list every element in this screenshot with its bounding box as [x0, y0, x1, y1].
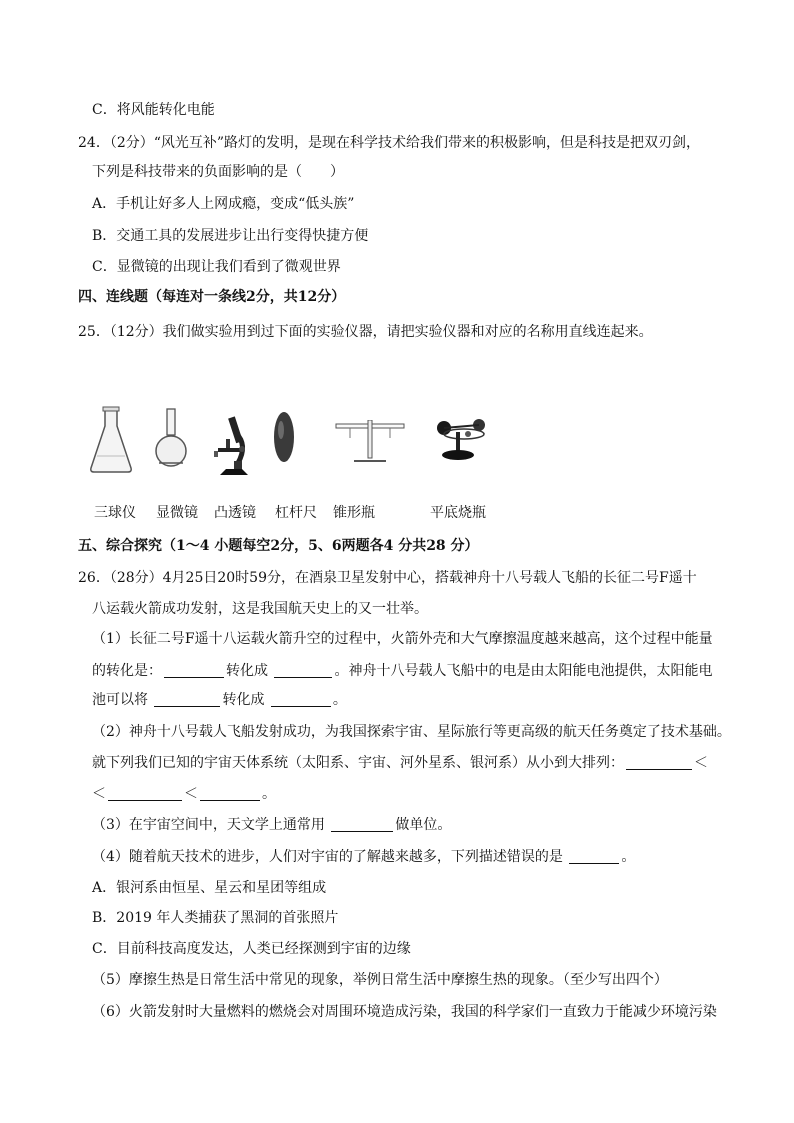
q26-part2-line1: （2）神舟十八号载人飞船发射成功，为我国探索宇宙、星际旅行等更高级的航天任务奠定了技术基础。 — [92, 724, 731, 740]
label-microscope: 显微镜 — [156, 505, 198, 521]
q26-part1-line2-text-a: 的转化是： — [92, 663, 162, 679]
q26-part3 — [92, 815, 451, 835]
q26-stem-line1: 26．（28分）4月25日20时59分，在酒泉卫星发射中心，搭载神舟十八号载人飞船的长征二号F遥十 — [78, 570, 697, 586]
q26-part2-line3-text-a: ＜ — [92, 786, 106, 802]
answer-blank-9[interactable] — [569, 849, 619, 864]
q26-part4-text-b: 。 — [621, 849, 636, 865]
section-5-title: 五、综合探究（1～4 小题每空2分，5、6两题各4 分共28 分） — [78, 538, 479, 554]
label-orrery: 三球仪 — [94, 505, 136, 521]
q26-part3-text-b: 做单位。 — [395, 817, 452, 833]
conical-flask-image — [88, 406, 134, 474]
q24-stem-line2: 下列是科技带来的负面影响的是（ ） — [92, 164, 344, 180]
q26-part4-text-a: （4）随着航天技术的进步，人们对宇宙的了解越来越多，下列描述错误的是 — [92, 849, 563, 865]
q26-part2-line3 — [92, 784, 276, 804]
q26-part1-line3-text-c: 。 — [332, 692, 347, 708]
q26-part6: （6）火箭发射时大量燃料的燃烧会对周围环境造成污染，我国的科学家们一直致力于能减少环境污染 — [92, 1004, 717, 1020]
answer-blank-8[interactable] — [331, 817, 393, 832]
q26-part2-line2 — [92, 753, 708, 773]
q23-option-c: C．将风能转化电能 — [92, 102, 215, 118]
q26-part3-text-a: （3）在宇宙空间中，天文学上通常用 — [92, 817, 325, 833]
q24-stem-line1: 24．（2分）“风光互补”路灯的发明，是现在科学技术给我们带来的积极影响，但是科技是把双刃剑， — [78, 135, 701, 151]
q26-part1-line2 — [92, 661, 712, 681]
q24-option-c: C．显微镜的出现让我们看到了微观世界 — [92, 259, 341, 275]
q26-part1-line2-text-c: 。神舟十八号载人飞船中的电是由太阳能电池提供，太阳能电 — [334, 663, 713, 679]
q26-part2-line3-text-b: ＜ — [184, 786, 198, 802]
q24-option-a: A．手机让好多人上网成瘾，变成“低头族” — [92, 196, 355, 212]
q26-stem-line2: 八运载火箭成功发射，这是我国航天史上的又一壮举。 — [92, 601, 428, 617]
q26-part1-line3 — [92, 690, 347, 710]
answer-blank-2[interactable] — [274, 663, 332, 678]
q26-option-c: C．目前科技高度发达，人类已经探测到宇宙的边缘 — [92, 941, 411, 957]
answer-blank-1[interactable] — [164, 663, 224, 678]
q26-part1-line3-text-a: 池可以将 — [92, 692, 148, 708]
label-lever-ruler: 杠杆尺 — [275, 505, 317, 521]
answer-blank-6[interactable] — [108, 786, 182, 801]
label-conical-flask: 锥形瓶 — [333, 505, 375, 521]
answer-blank-3[interactable] — [154, 692, 220, 707]
answer-blank-4[interactable] — [271, 692, 331, 707]
lever-ruler-image — [334, 420, 406, 464]
q26-part2-line2-text-a: 就下列我们已知的宇宙天体系统（太阳系、宇宙、河外星系、银河系）从小到大排列： — [92, 755, 624, 771]
q26-part2-line2-text-b: ＜ — [694, 755, 708, 771]
q25-stem: 25．（12分）我们做实验用到过下面的实验仪器，请把实验仪器和对应的名称用直线连起来。 — [78, 324, 653, 340]
q26-part2-line3-text-c: 。 — [262, 786, 276, 802]
q26-part1-line2-text-b: 转化成 — [226, 663, 268, 679]
q26-part5: （5）摩擦生热是日常生活中常见的现象，举例日常生活中摩擦生热的现象。（至少写出四个） — [92, 972, 668, 988]
q24-option-b: B．交通工具的发展进步让出行变得快捷方便 — [92, 228, 369, 244]
flat-bottom-flask-image — [154, 408, 188, 468]
convex-lens-image — [270, 410, 298, 466]
q26-part4 — [92, 847, 635, 867]
q26-option-b: B．2019 年人类捕获了黑洞的首张照片 — [92, 910, 339, 926]
microscope-image — [212, 415, 252, 479]
section-4-title: 四、连线题（每连对一条线2分，共12分） — [78, 289, 346, 305]
label-flat-bottom-flask: 平底烧瓶 — [430, 505, 486, 521]
q26-option-a: A．银河系由恒星、星云和星团等组成 — [92, 880, 327, 896]
label-convex-lens: 凸透镜 — [214, 505, 256, 521]
q26-part1-line3-text-b: 转化成 — [222, 692, 265, 708]
answer-blank-5[interactable] — [626, 755, 692, 770]
answer-blank-7[interactable] — [200, 786, 260, 801]
orrery-image — [426, 412, 490, 464]
q26-part1-line1: （1）长征二号F遥十八运载火箭升空的过程中，火箭外壳和大气摩擦温度越来越高，这个过程中能量 — [92, 631, 713, 647]
